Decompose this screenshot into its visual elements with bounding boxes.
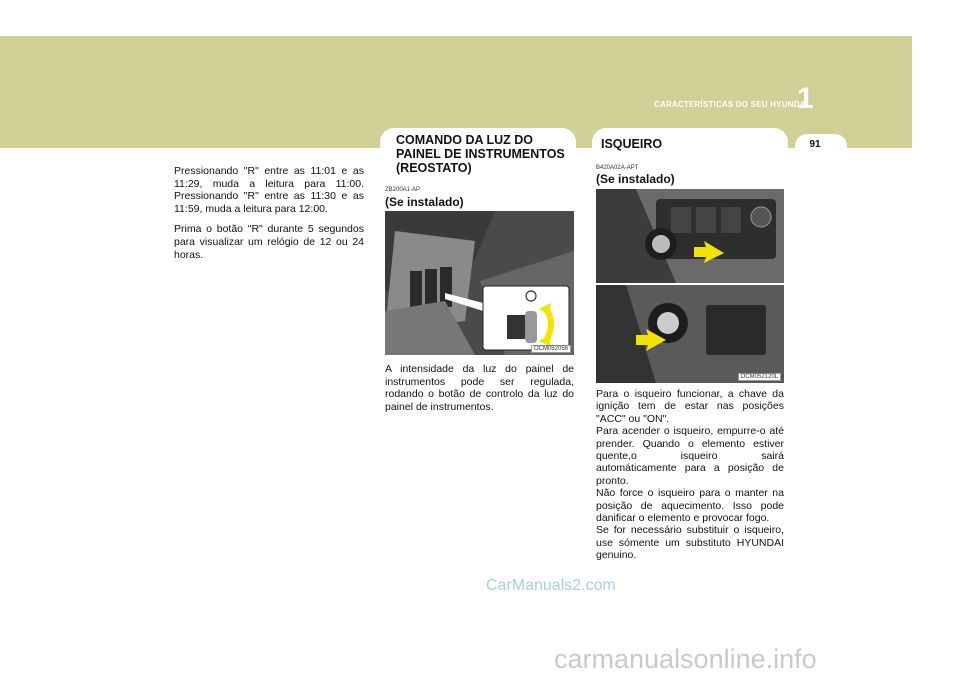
- dimmer-illustration-svg: [385, 211, 574, 355]
- right-image-code: OCM052120L: [738, 373, 781, 381]
- right-body-line-4: Se for necessário substituir o isqueiro, use sómente um substituto HYUNDAI genuino.: [596, 524, 784, 562]
- left-column-text: [174, 165, 364, 269]
- left-paragraph-2: Prima o botão "R" durante 5 segundos para visualizar um relógio de 12 ou 24 horas.: [174, 223, 364, 261]
- lighter-photo-bottom: [596, 285, 784, 383]
- lighter-photo-top: [596, 189, 784, 283]
- chapter-title: CARACTERÍSTICAS DO SEU HYUNDAI: [653, 100, 808, 109]
- left-paragraph-1: Pressionando "R" entre as 11:01 e as 11:29, muda a leitura para 11:00. Pressionando "R" entre as 11:30 e as 11:59, muda a leitura para 12:00.: [174, 165, 364, 215]
- lighter-photo-bottom-svg: [596, 285, 784, 383]
- right-subheading: (Se instalado): [596, 172, 675, 186]
- lighter-photo-top-svg: [596, 189, 784, 283]
- page-number: 91: [809, 139, 821, 150]
- right-body-line-3: Não force o isqueiro para o manter na posição de aquecimento. Isso pode danificar o elemento e provocar fogo.: [596, 487, 784, 525]
- middle-section-code: ZB200A1-AP: [385, 187, 421, 193]
- chapter-number: 1: [797, 82, 814, 115]
- middle-body-text: A intensidade da luz do painel de instrumentos pode ser regulada, rodando o botão de controlo da luz do painel de instrumentos.: [385, 363, 574, 413]
- middle-image-code: OCM052056: [531, 345, 571, 353]
- right-body-text: [596, 388, 784, 562]
- watermark-carmanuals2[interactable]: CarManuals2.com: [486, 577, 616, 594]
- right-section-title: ISQUEIRO: [601, 137, 663, 151]
- right-section-code: B420A02A-APT: [596, 165, 639, 171]
- middle-subheading: (Se instalado): [385, 195, 464, 209]
- middle-section-title: COMANDO DA LUZ DO PAINEL DE INSTRUMENTOS (REOSTATO): [396, 133, 565, 175]
- watermark-carmanualsonline[interactable]: carmanualsonline.info: [554, 644, 817, 674]
- right-body-line-2: Para acender o isqueiro, empurre-o até prender. Quando o elemento estiver quente,o isqueiro sairá automáticamente para a posição de pronto.: [596, 425, 784, 487]
- dimmer-illustration: [385, 211, 574, 355]
- right-body-line-1: Para o isqueiro funcionar, a chave da ignição tem de estar nas posições "ACC" ou "ON".: [596, 388, 784, 425]
